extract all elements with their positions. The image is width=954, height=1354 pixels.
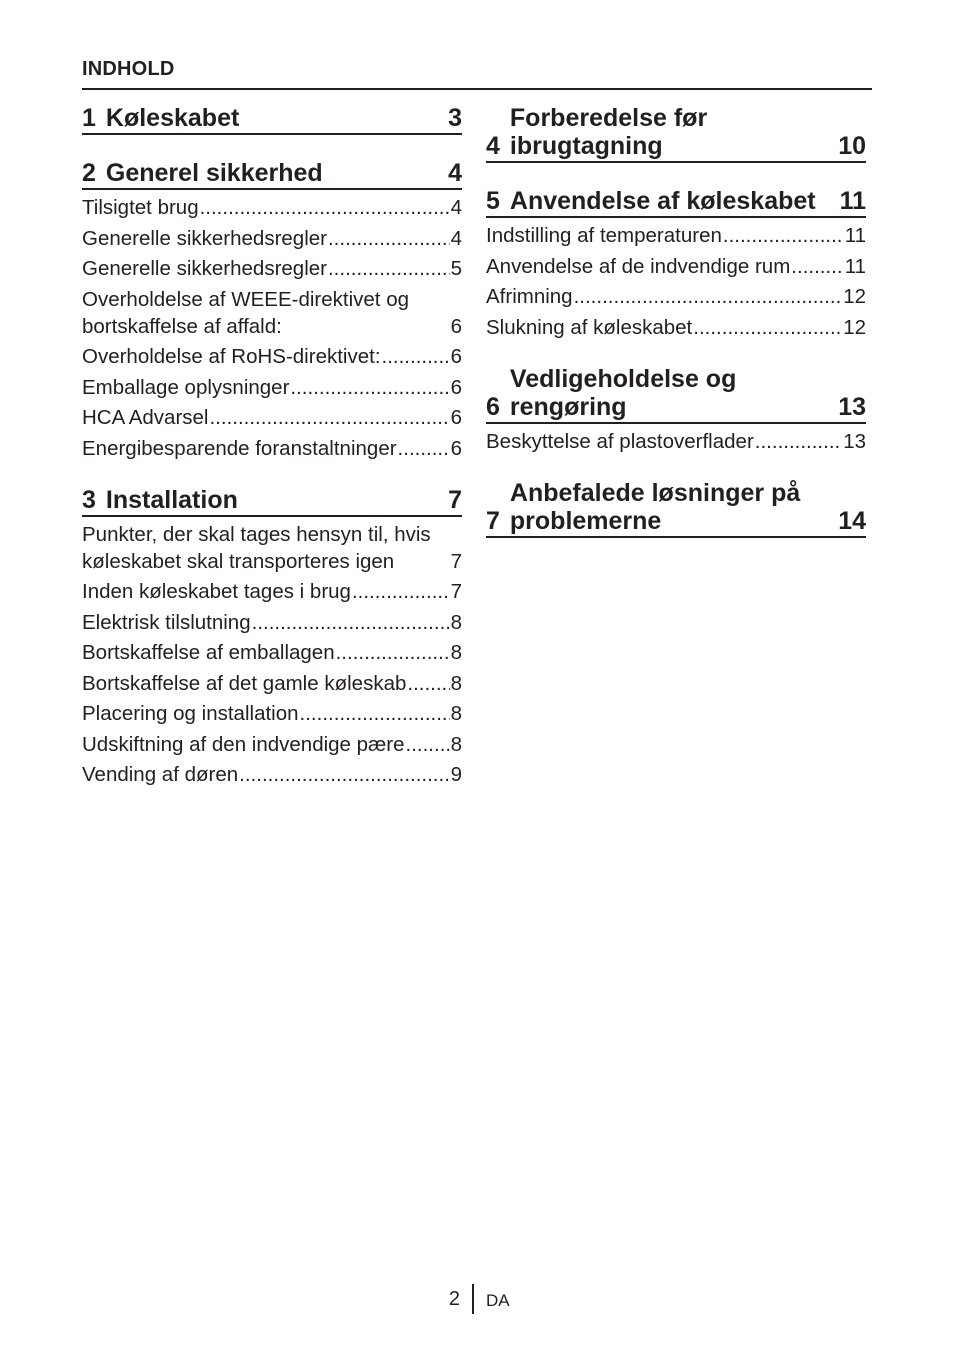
entry-label: Vending af døren: [82, 763, 239, 786]
entry-label: Generelle sikkerhedsregler: [82, 226, 327, 250]
section-heading[interactable]: [486, 365, 866, 424]
entry-page: 6: [450, 436, 462, 460]
entry-page: 12: [843, 285, 866, 308]
footer-divider: [472, 1284, 474, 1314]
leader-dots: [328, 225, 450, 252]
entry-page: 8: [450, 702, 462, 725]
section-number: 6: [486, 392, 500, 421]
header-divider: [82, 88, 872, 90]
toc-entry[interactable]: [486, 428, 866, 455]
leader-dots: [398, 435, 450, 462]
toc-entry[interactable]: [486, 222, 866, 249]
leader-dots: [290, 374, 449, 401]
entry-page: 8: [450, 641, 462, 664]
toc-entry[interactable]: [82, 639, 462, 666]
entry-label: Inden køleskabet tages i brug: [82, 580, 351, 603]
toc-section-4: [486, 104, 866, 163]
toc-section-6: [486, 365, 866, 455]
entry-page: 6: [450, 345, 462, 368]
section-number: 2: [82, 159, 96, 187]
leader-dots: [200, 194, 450, 221]
entry-page: 11: [844, 254, 866, 278]
entry-page: 6: [450, 375, 462, 399]
entry-label: Energibesparende foranstaltninger: [82, 436, 397, 460]
toc-entry[interactable]: [82, 374, 462, 401]
entry-page: 8: [450, 671, 462, 695]
entry-label: Udskiftning af den indvendige pære: [82, 732, 405, 756]
entry-label: Emballage oplysninger: [82, 375, 290, 399]
section-heading[interactable]: [486, 104, 866, 163]
toc-entry[interactable]: [82, 578, 462, 605]
toc-entry[interactable]: [82, 609, 462, 636]
leader-dots: [239, 761, 449, 788]
section-title: Køleskabet: [105, 104, 240, 132]
section-page: 13: [838, 392, 866, 421]
entry-label: Afrimning: [486, 285, 573, 308]
section-page: 14: [838, 506, 866, 535]
entry-page: 4: [450, 226, 462, 250]
entry-label: Elektrisk tilslutning: [82, 610, 251, 634]
leader-dots: [407, 670, 449, 697]
entry-page: 7: [450, 549, 462, 573]
section-number: 1: [82, 104, 96, 132]
leader-dots: [336, 639, 450, 666]
section-page: 10: [838, 132, 866, 160]
leader-dots: [755, 428, 842, 455]
toc-entry[interactable]: [82, 286, 462, 340]
section-heading[interactable]: [82, 486, 462, 517]
section-number: 5: [486, 187, 500, 215]
entry-label: Punkter, der skal tages hensyn til, hvis køleskabet skal transporteres igen: [82, 522, 431, 573]
section-page: 11: [839, 187, 866, 215]
toc-entry[interactable]: [82, 343, 462, 370]
entry-label: Anvendelse af de indvendige rum: [486, 254, 791, 278]
toc-entry[interactable]: [82, 731, 462, 758]
entry-page: 5: [450, 257, 462, 280]
toc-section-1: [82, 104, 462, 135]
entry-page: 9: [450, 763, 462, 786]
toc-entry[interactable]: [82, 521, 462, 575]
toc-entry[interactable]: [82, 761, 462, 788]
toc-entry[interactable]: [82, 194, 462, 221]
entry-page: 8: [450, 732, 462, 756]
section-heading[interactable]: [82, 159, 462, 190]
section-title: Installation: [105, 485, 238, 514]
entry-label: Bortskaffelse af emballagen: [82, 641, 335, 664]
toc-entry[interactable]: [82, 670, 462, 697]
entry-label: Slukning af køleskabet: [486, 315, 693, 339]
entry-page: 7: [450, 580, 462, 603]
entry-page: 13: [843, 429, 866, 453]
leader-dots: [300, 700, 450, 727]
toc-entry[interactable]: [82, 255, 462, 282]
entry-page: 12: [843, 315, 866, 339]
toc-left-column: [82, 104, 462, 812]
entry-page: 11: [844, 224, 866, 247]
toc-right-column: [486, 104, 866, 562]
section-number: 4: [486, 132, 500, 160]
entry-page: 4: [450, 196, 462, 219]
section-page: 7: [448, 485, 462, 514]
section-title: Forberedelse før ibrugtagning: [509, 104, 708, 160]
section-title: Anbefalede løsninger på problemerne: [509, 478, 801, 535]
leader-dots: [252, 609, 450, 636]
toc-entry[interactable]: [486, 314, 866, 341]
section-page: 4: [448, 159, 462, 187]
entry-page: 6: [450, 406, 462, 429]
section-page: 3: [448, 104, 462, 132]
entry-label: Bortskaffelse af det gamle køleskab: [82, 671, 407, 695]
toc-entry[interactable]: [82, 225, 462, 252]
toc-entry[interactable]: [82, 700, 462, 727]
entry-page: 8: [450, 610, 462, 634]
entry-label: Placering og installation: [82, 702, 299, 725]
leader-dots: [328, 255, 450, 282]
entry-label: Overholdelse af WEEE-direktivet og bortskaffelse af affald:: [82, 287, 409, 338]
leader-dots: [382, 343, 450, 370]
leader-dots: [209, 404, 449, 431]
toc-section-5: [486, 187, 866, 341]
entry-label: Overholdelse af RoHS-direktivet:: [82, 345, 381, 368]
toc-entry[interactable]: [486, 283, 866, 310]
toc-section-2: [82, 159, 462, 462]
toc-entry[interactable]: [82, 404, 462, 431]
entry-page: 6: [450, 314, 462, 338]
entry-label: Tilsigtet brug: [82, 196, 199, 219]
section-number: 3: [82, 485, 96, 514]
leader-dots: [574, 283, 843, 310]
section-heading[interactable]: [486, 187, 866, 218]
toc-entry[interactable]: [486, 253, 866, 280]
section-number: 7: [486, 506, 500, 535]
section-heading[interactable]: [82, 104, 462, 135]
toc-section-7: [486, 479, 866, 538]
section-title: Generel sikkerhed: [105, 159, 323, 187]
leader-dots: [723, 222, 844, 249]
leader-dots: [352, 578, 450, 605]
toc-section-3: [82, 486, 462, 789]
page-number: 2: [448, 1288, 460, 1310]
leader-dots: [791, 253, 843, 280]
leader-dots: [693, 314, 842, 341]
section-heading[interactable]: [486, 479, 866, 538]
entry-label: Beskyttelse af plastoverflader: [486, 429, 754, 453]
section-title: Anvendelse af køleskabet: [509, 187, 816, 215]
language-code: DA: [486, 1291, 510, 1310]
toc-entry[interactable]: [82, 435, 462, 462]
page-header-title: INDHOLD: [82, 58, 175, 80]
entry-label: Generelle sikkerhedsregler: [82, 257, 327, 280]
entry-label: HCA Advarsel: [82, 406, 209, 429]
section-title: Vedligeholdelse og rengøring: [509, 364, 737, 421]
entry-label: Indstilling af temperaturen: [486, 224, 722, 247]
leader-dots: [406, 731, 450, 758]
